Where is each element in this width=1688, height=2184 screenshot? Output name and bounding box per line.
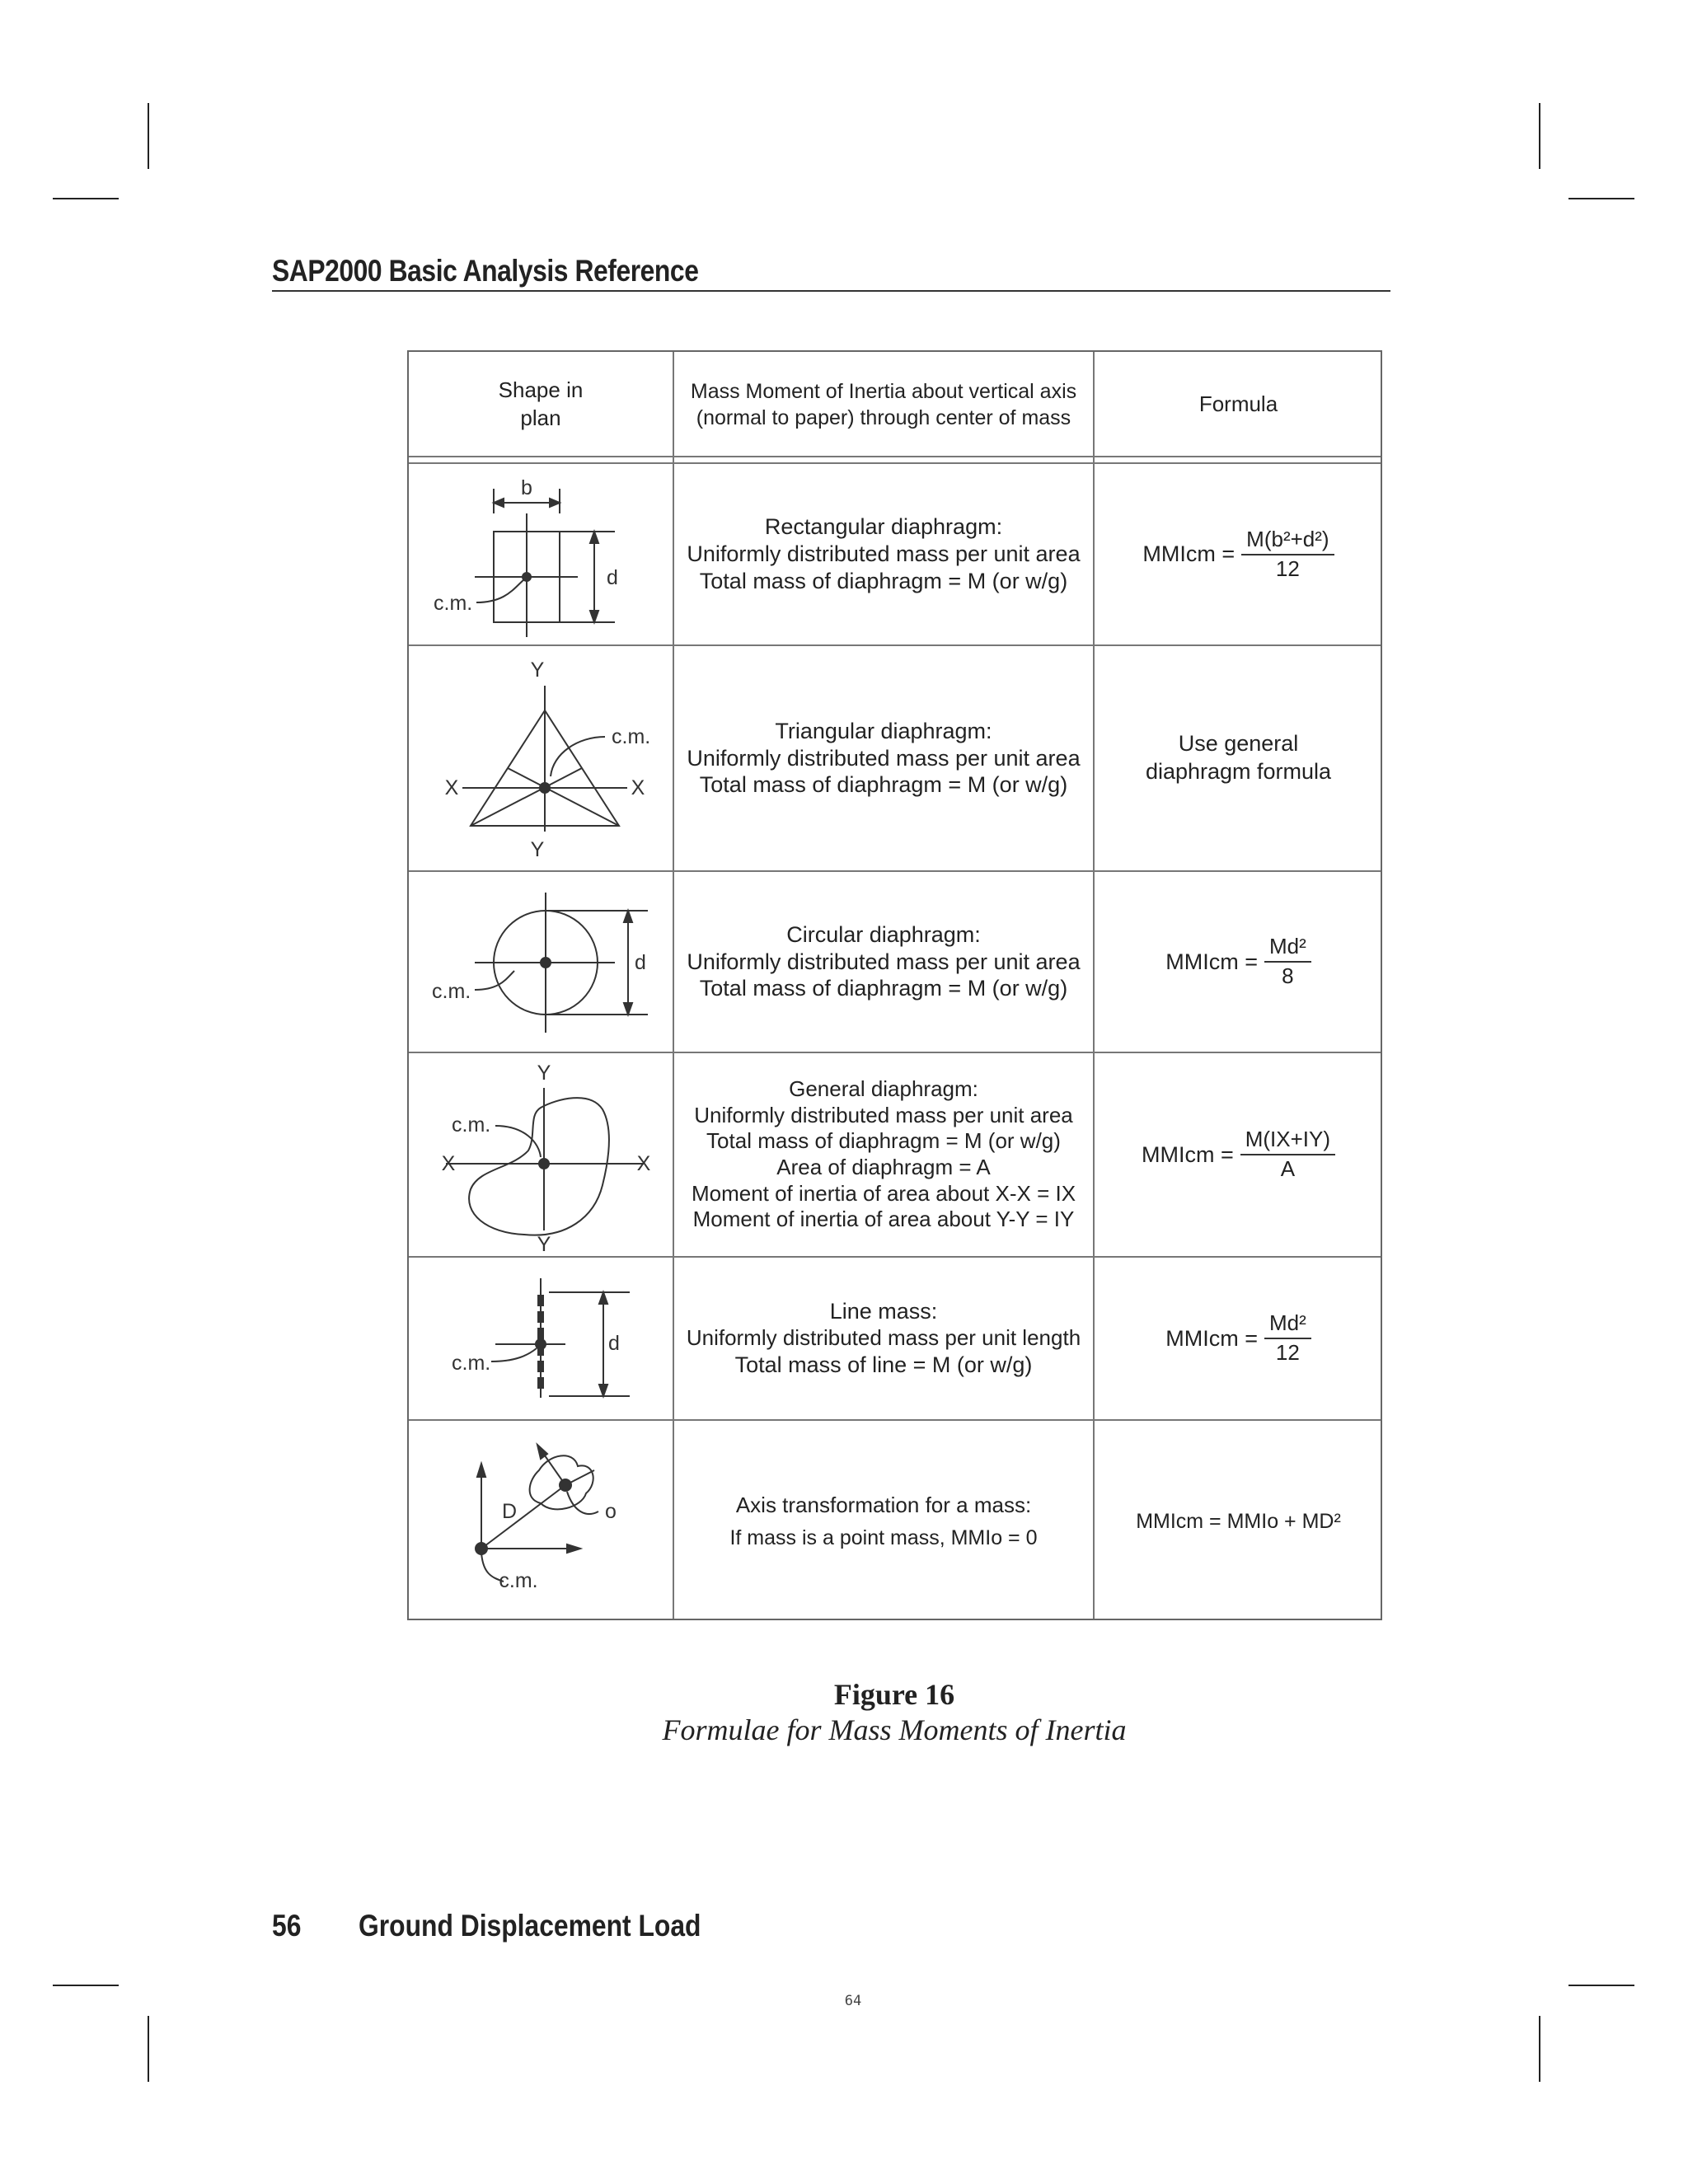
- figure-title: Figure 16: [833, 1678, 955, 1711]
- desc-line: Triangular diaphragm:: [775, 718, 992, 743]
- formula-numerator: Md²: [1264, 935, 1311, 963]
- d-label: d: [635, 951, 646, 974]
- formula-denominator: 12: [1275, 1340, 1300, 1365]
- mmi-table: [407, 350, 1382, 1620]
- y-label-bottom: Y: [530, 838, 545, 861]
- desc-line: Line mass:: [829, 1299, 938, 1324]
- formula-denominator: A: [1280, 1156, 1296, 1181]
- axis-transformation-diagram: [409, 1421, 673, 1622]
- desc-line: Area of diaphragm = A: [776, 1155, 991, 1179]
- header-mmi: Mass Moment of Inertia about vertical axis (normal to paper) through center of mass: [690, 379, 1077, 429]
- cm-label: c.m.: [432, 980, 471, 1003]
- x-label-left: X: [441, 1152, 456, 1175]
- b-label: b: [521, 476, 532, 499]
- cm-label: c.m.: [452, 1113, 491, 1137]
- rectangular-description: [674, 464, 1093, 644]
- formula-lhs: MMIcm =: [1165, 949, 1258, 974]
- formula-lhs: MMIcm =: [1165, 1325, 1258, 1351]
- formula-numerator: M(IX+IY): [1240, 1127, 1335, 1155]
- desc-line: Total mass of line = M (or w/g): [734, 1352, 1033, 1377]
- desc-line: Uniformly distributed mass per unit area: [687, 745, 1081, 771]
- triangular-formula: [1095, 646, 1382, 870]
- desc-line: Total mass of diaphragm = M (or w/g): [706, 1128, 1061, 1154]
- D-label: D: [501, 1500, 518, 1523]
- running-header: SAP2000 Basic Analysis Reference: [272, 254, 699, 288]
- triangular-description: [674, 646, 1093, 870]
- formula-lhs: MMIcm =: [1142, 541, 1236, 566]
- x-label-left: X: [444, 776, 459, 799]
- circle-diagram: [409, 872, 673, 1052]
- cm-label: c.m.: [612, 725, 651, 748]
- header-formula: Formula: [1198, 391, 1278, 417]
- axis-transformation-description: [674, 1421, 1093, 1622]
- header-shape: Shape in plan: [498, 377, 584, 430]
- figure-caption: Formulae for Mass Moments of Inertia: [662, 1713, 1127, 1746]
- desc-line: If mass is a point mass, MMIo = 0: [729, 1526, 1038, 1549]
- desc-line: Moment of inertia of area about X-X = IX: [691, 1180, 1076, 1206]
- formula-numerator: Md²: [1264, 1311, 1311, 1339]
- rectangle-diagram: [409, 464, 673, 644]
- desc-line: Uniformly distributed mass per unit length: [686, 1325, 1081, 1351]
- circular-description: [674, 872, 1093, 1052]
- formula-numerator: M(b²+d²): [1241, 527, 1334, 555]
- header-rule: [272, 290, 1390, 292]
- page-number: 56: [272, 1909, 302, 1943]
- y-label-top: Y: [530, 658, 545, 682]
- y-label-top: Y: [537, 1062, 551, 1085]
- desc-line: Circular diaphragm:: [786, 921, 981, 947]
- x-label-right: X: [631, 776, 645, 799]
- desc-line: Total mass of diaphragm = M (or w/g): [699, 568, 1068, 593]
- line-mass-description: [674, 1258, 1093, 1419]
- circular-formula: [1095, 872, 1382, 1052]
- formula-denominator: 12: [1275, 555, 1300, 581]
- general-formula: [1095, 1053, 1382, 1256]
- line-mass-formula: [1095, 1258, 1382, 1419]
- formula-line: MMIcm = MMIo + MD²: [1136, 1509, 1341, 1533]
- section-name: Ground Displacement Load: [359, 1909, 701, 1943]
- desc-line: Uniformly distributed mass per unit area: [687, 541, 1081, 567]
- formula-denominator: 8: [1282, 963, 1294, 988]
- cm-label: c.m.: [434, 592, 473, 615]
- formula-lhs: MMIcm =: [1141, 1141, 1234, 1167]
- desc-line: Rectangular diaphragm:: [764, 514, 1003, 540]
- desc-line: Uniformly distributed mass per unit area: [687, 949, 1081, 974]
- rectangular-formula: [1095, 464, 1382, 644]
- cm-label: c.m.: [499, 1569, 538, 1592]
- desc-line: General diaphragm:: [789, 1076, 978, 1101]
- y-label-bottom: Y: [537, 1233, 551, 1256]
- formula-text: diaphragm formula: [1145, 759, 1332, 784]
- desc-line: Total mass of diaphragm = M (or w/g): [699, 976, 1068, 1001]
- formula-text: Use general: [1178, 731, 1299, 757]
- axis-transformation-formula: [1095, 1421, 1382, 1622]
- d-label: d: [608, 1332, 620, 1355]
- x-label-right: X: [636, 1152, 651, 1175]
- sheet-number: 64: [844, 1993, 862, 2009]
- general-description: [674, 1053, 1093, 1256]
- desc-line: Uniformly distributed mass per unit area: [694, 1102, 1073, 1127]
- general-diagram: [409, 1053, 673, 1256]
- d-label: d: [607, 566, 618, 589]
- triangle-diagram: [409, 646, 673, 870]
- desc-line: Total mass of diaphragm = M (or w/g): [699, 772, 1068, 798]
- desc-line: Axis transformation for a mass:: [735, 1493, 1032, 1518]
- o-label: o: [605, 1500, 617, 1523]
- desc-line: Moment of inertia of area about Y-Y = IY: [692, 1207, 1075, 1232]
- cm-label: c.m.: [452, 1352, 491, 1375]
- line-mass-diagram: [409, 1258, 673, 1419]
